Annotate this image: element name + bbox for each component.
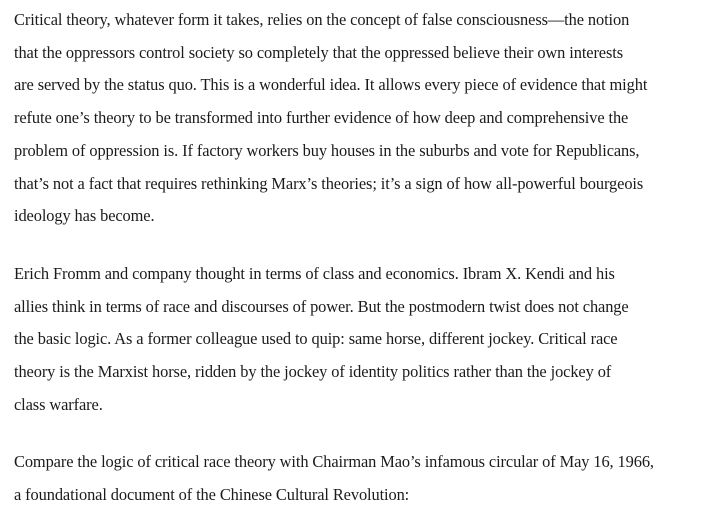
text-line: Erich Fromm and company thought in terms of class and economics. Ibram X. Kendi and his	[14, 263, 615, 283]
text-line: are served by the status quo. This is a wonderful idea. It allows every piece of evidence that might	[14, 75, 648, 95]
text-line: theory is the Marxist horse, ridden by the jockey of identity politics rather than the jockey of	[14, 362, 612, 382]
text-line: ideology has become.	[14, 206, 155, 226]
paragraph-mao-circular	[14, 446, 693, 511]
text-line: Critical theory, whatever form it takes, relies on the concept of false consciousness—the notion	[14, 10, 630, 29]
text-line: class warfare.	[14, 394, 103, 414]
text-line: problem of oppression is. If factory workers buy houses in the suburbs and vote for Republicans,	[14, 140, 640, 160]
text-line: Compare the logic of critical race theory with Chairman Mao’s infamous circular of May 16, 1966,	[14, 452, 654, 472]
text-line: that the oppressors control society so completely that the oppressed believe their own interests	[14, 42, 623, 62]
text-line: allies think in terms of race and discourses of power. But the postmodern twist does not change	[14, 296, 629, 316]
text-line: a foundational document of the Chinese Cultural Revolution:	[14, 485, 410, 505]
text-line: refute one’s theory to be transformed into further evidence of how deep and comprehensive the	[14, 108, 629, 128]
paragraph-fromm-kendi	[14, 258, 693, 422]
text-line: that’s not a fact that requires rethinking Marx’s theories; it’s a sign of how all-powerful bourgeois	[14, 173, 644, 193]
paragraph-critical-theory	[14, 4, 693, 233]
text-line: the basic logic. As a former colleague used to quip: same horse, different jockey. Critical race	[14, 329, 618, 349]
